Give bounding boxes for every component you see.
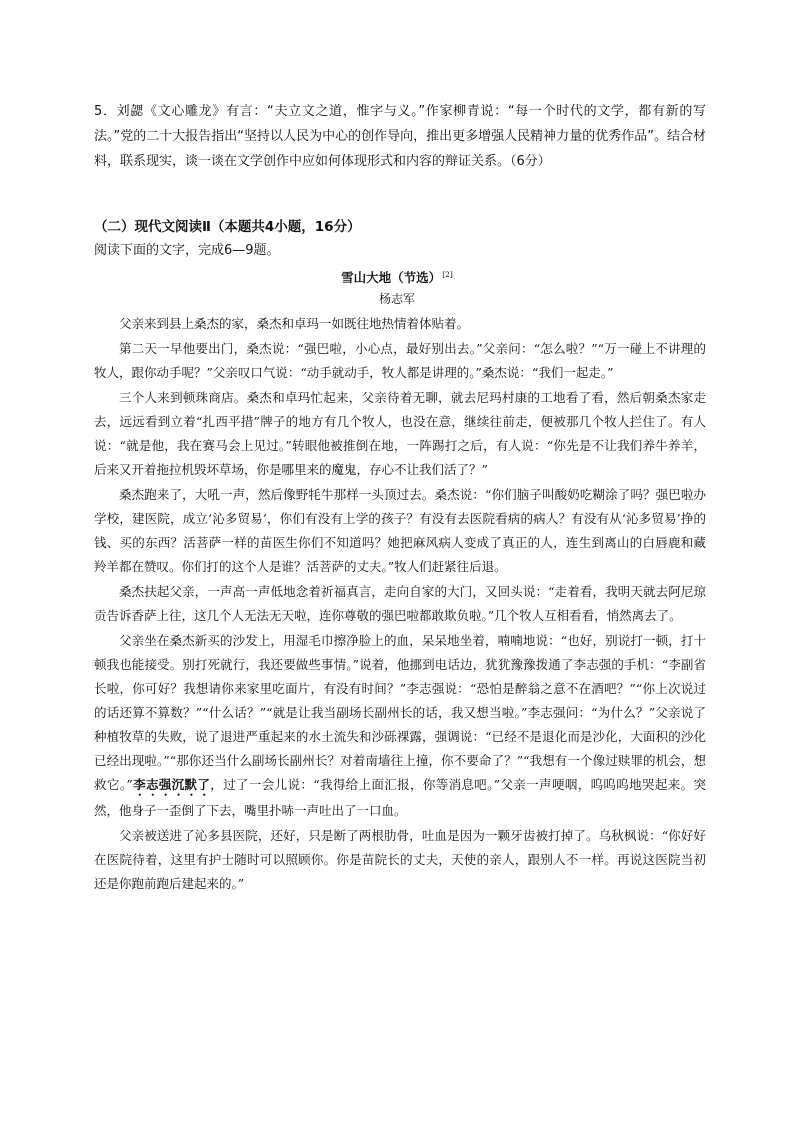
passage-title-text: 雪山大地（节选） xyxy=(341,270,442,285)
passage-body xyxy=(94,312,706,897)
paragraph: 第二天一早他要出门，桑杰说：“强巴啦，小心点，最好别出去。”父亲问：“怎么啦？”“万一碰上不讲理的牧人，跟你动手呢？”父亲叹口气说：“动手就动手，牧人都是讲理的。”桑杰说：“我们一起走。” xyxy=(94,341,706,380)
paragraph: 父亲来到县上桑杰的家，桑杰和卓玛一如既往地热情着体贴着。 xyxy=(119,316,470,331)
paragraph: 父亲被送进了沁多县医院，还好，只是断了两根肋骨，吐血是因为一颗牙齿被打掉了。乌秋枫说：“你好好在医院待着，这里有护士随时可以照顾你。你是苗院长的丈夫，天使的亲人，跟别人不一样。再说这医院当初还是你跑前跑后建起来的。” xyxy=(94,828,706,891)
footnote-marker: [2] xyxy=(442,270,453,279)
paragraph: 三个人来到顿珠商店。桑杰和卓玛忙起来，父亲待着无聊，就去尼玛村康的工地看了看，然后朝桑杰家走去，远远看到立着“扎西平措”牌子的地方有几个牧人，也没在意，继续往前走，便被那几个牧人拦住了。有人说：“就是他，我在赛马会上见过。”转眼他被推倒在地，一阵踢打之后，有人说：“你先是不让我们养牛养羊，后来又开着拖拉机毁坏草场，你是哪里来的魔鬼，存心不让我们活了？” xyxy=(94,390,706,477)
paragraph: 父亲坐在桑杰新买的沙发上，用湿毛巾擦净脸上的血，呆呆地坐着，喃喃地说：“也好，别说打一顿，打十顿我也能接受。别打死就行，我还要做些事情。”说着，他挪到电话边，犹犹豫豫拨通了李志强的手机：“李副省长啦，你可好？我想请你来家里吃面片，有没有时间？”李志强说：“恐怕是醉翁之意不在酒吧？”“你上次说过的话还算不算数？”“什么话？”“就是让我当副场长副州长的话，我又想当啦。”李志强问：“为什么？”父亲说了种植牧草的失败，说了退进严重起来的水土流失和沙砾裸露，强调说：“已经不是退化而是沙化，大面积的沙化已经出现啦。”“那你还当什么副场长副州长？对着南墙往上撞，你不要命了？”“我想有一个像过赎罪的机会，想救它。”李志强沉默了，过了一会儿说：“我得给上面汇报，你等消息吧。”父亲一声哽咽，呜呜呜地哭起来。突然，他身子一歪倒了下去，嘴里扑哧一声吐出了一口血。 xyxy=(94,633,706,818)
reading-instruction: 阅读下面的文字，完成6—9题。 xyxy=(94,243,280,258)
section-heading: （二）现代文阅读Ⅱ（本题共4小题，16分） xyxy=(94,219,361,235)
paragraph: 桑杰跑来了，大吼一声，然后像野牦牛那样一头顶过去。桑杰说：“你们脑子叫酸奶吃糊涂了吗？强巴啦办学校，建医院，成立‘沁多贸易’，你们有没有上学的孩子？有没有去医院看病的病人？有没有从‘沁多贸易’挣的钱、买的东西？活菩萨一样的苗医生你们不知道吗？她把麻风病人变成了真正的人，连生到离山的白唇鹿和藏羚羊都在赞叹。你们打的这个人是谁？活菩萨的丈夫。”牧人们赶紧往后退。 xyxy=(94,487,706,574)
paragraph: 桑杰扶起父亲，一声高一声低地念着祈福真言，走向自家的大门，又回头说：“走着看，我明天就去阿尼琼贡告诉香萨上往，这几个人无法无天啦，连你尊敬的强巴啦都敢欺负啦。”几个牧人互相看看，悄然离去了。 xyxy=(94,584,706,623)
emphasized-phrase: 李志强沉默了 xyxy=(132,777,211,792)
passage-author: 杨志军 xyxy=(378,292,415,306)
passage-title xyxy=(0,265,794,288)
paragraph-text: 父亲坐在桑杰新买的沙发上，用湿毛巾擦净脸上的血，呆呆地坐着，喃喃地说：“也好，别说打一顿，打十顿我也能接受。别打死就行，我还要做些事情。”说着，他挪到电话边，犹犹豫豫拨通了李志强的手机：“李副省长啦，你可好？我想请你来家里吃面片，有没有时间？”李志强说：“恐怕是醉翁之意不在酒吧？”“你上次说过的话还算不算数？”“什么话？”“就是让我当副场长副州长的话，我又想当啦。”李志强问：“为什么？”父亲说了种植牧草的失败，说了退进严重起来的水土流失和沙砾裸露，强调说：“已经不是退化而是沙化，大面积的沙化已经出现啦。”“那你还当什么副场长副州长？对着南墙往上撞，你不要命了？”“我想有一个像过赎罪的机会，想救它。” xyxy=(94,633,706,792)
paragraph-text: 过了一会儿说：“我得给上面汇报，你等消息吧。”父亲一声哽咽，呜呜呜地哭起来。突然，他身子一歪倒了下去，嘴里扑哧一声吐出了一口血。 xyxy=(94,777,706,818)
question-5: 5．刘勰《文心雕龙》有言：“夫立文之道，惟字与义。”作家柳青说：“每一个时代的文学，都有新的写法。”党的二十大报告指出“坚持以人民为中心的创作导向，推出更多增强人民精神力量的优秀作品”。结合材料，联系现实，谈一谈在文学创作中应如何体现形式和内容的辩证关系。（6分） xyxy=(94,104,706,169)
